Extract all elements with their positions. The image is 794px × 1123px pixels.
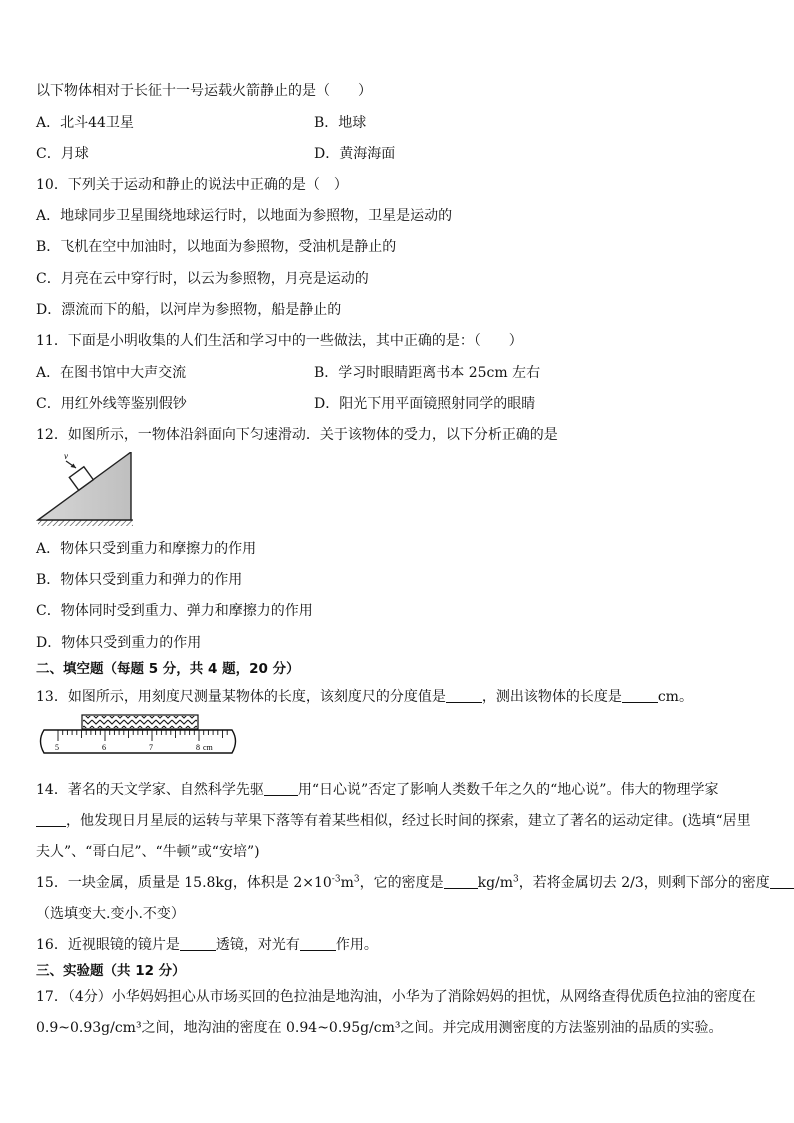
q12-stem: 12．如图所示，一物体沿斜面向下匀速滑动．关于该物体的受力，以下分析正确的是 [36,427,558,443]
ruler-label-6: 6 [102,743,106,752]
q17-line-2: 0.9~0.93g/cm³之间，地沟油的密度在 0.94~0.95g/cm³之间。并完成用测密度的方法鉴别油的品质的实验。 [36,1020,723,1036]
q10-option-d: D．漂流而下的船，以河岸为参照物，船是静止的 [36,302,342,318]
ruler-label-8: 8 [196,743,200,752]
q15-line-1: 15．一块金属，质量是 15.8kg，体积是 $2\times 10^{-3}m^3$，它的密度是 $kg/m^3$，若将金属切去 2/3，则剩下部分的密度 [36,874,758,892]
q9-option-d: D．黄海海面 [314,146,396,162]
q10-option-a: A．地球同步卫星围绕地球运行时，以地面为参照物，卫星是运动的 [36,208,453,224]
q9-option-a: A．北斗44卫星 [36,115,134,131]
q10-option-c: C．月亮在云中穿行时，以云为参照物，月亮是运动的 [36,271,369,287]
velocity-label: v [64,452,68,461]
q11-option-c: C．用红外线等鉴别假钞 [36,396,187,412]
q14-line-2: ，他发现日月星辰的运转与苹果下落等有着某些相似，经过长时间的探索，建立了著名的运动定律。(选填“居里 [36,812,758,830]
q9-stem: 以下物体相对于长征十一号运载火箭静止的是（ ） [36,83,372,99]
q11-option-b: B．学习时眼睛距离书本 25cm 左右 [314,365,541,381]
q15-blank-2[interactable] [770,874,794,889]
q12-option-a: A．物体只受到重力和摩擦力的作用 [36,541,257,557]
q17-line-1: 17．（4分）小华妈妈担心从市场买回的色拉油是地沟油，小华为了消除妈妈的担忧，从网络查得优质色拉油的密度在 [36,989,756,1005]
q16-blank-1[interactable] [180,936,216,951]
q12-option-c: C．物体同时受到重力、弹力和摩擦力的作用 [36,603,313,619]
section-fill-in-title: 二、填空题（每题 5 分，共 4 题，20 分） [36,661,300,677]
q10-stem: 10．下列关于运动和静止的说法中正确的是（ ） [36,177,348,193]
q14-blank-2[interactable] [36,812,66,827]
q16-blank-2[interactable] [300,936,336,951]
q11-option-d: D．阳光下用平面镜照射同学的眼睛 [314,396,536,412]
q13-blank-2[interactable] [622,688,658,703]
section-experiment-title: 三、实验题（共 12 分） [36,963,186,979]
q14-line-3: 夫人”、“哥白尼”、“牛顿”或“安培”) [36,844,260,860]
q14-blank-1[interactable] [264,781,298,796]
q12-option-d: D．物体只受到重力的作用 [36,635,202,651]
q9-option-b: B．地球 [314,115,367,131]
q9-option-c: C．月球 [36,146,89,162]
ruler-label-7: 7 [149,743,153,752]
q11-stem: 11．下面是小明收集的人们生活和学习中的一些做法，其中正确的是：（ ） [36,333,523,349]
q14-line-1: 14．著名的天文学家、自然科学先驱 用“日心说”否定了影响人类数千年之久的“地心说”。伟大的物理学家 [36,782,719,798]
q16-text: 16．近视眼镜的镜片是 透镜，对光有 作用。 [36,937,378,953]
ruler-figure [36,713,240,765]
ruler-unit-label: cm [203,743,213,752]
incline-figure [36,452,136,528]
q12-option-b: B．物体只受到重力和弹力的作用 [36,572,243,588]
q15-blank-1[interactable] [444,874,478,889]
q13-blank-1[interactable] [446,688,482,703]
q11-option-a: A．在图书馆中大声交流 [36,365,187,381]
q10-option-b: B．飞机在空中加油时，以地面为参照物，受油机是静止的 [36,239,397,255]
q15-line-2: （选填变大.变小.不变） [36,906,185,922]
ruler-label-5: 5 [55,743,59,752]
q13-text: 13．如图所示，用刻度尺测量某物体的长度，该刻度尺的分度值是 ，测出该物体的长度是 cm。 [36,689,693,705]
